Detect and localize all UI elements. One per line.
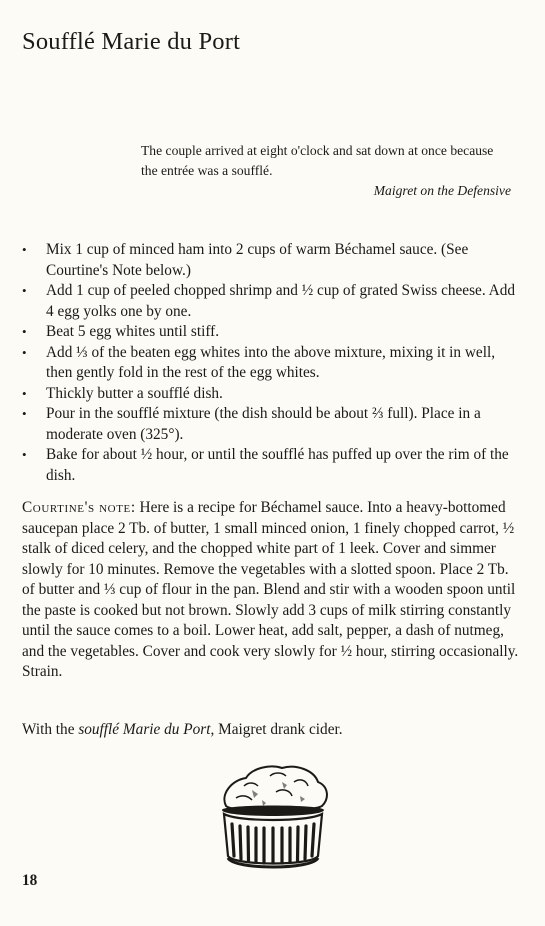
list-item: • Mix 1 cup of minced ham into 2 cups of warm Béchamel sauce. (See Courtine's Note below.) xyxy=(22,240,522,281)
list-item: • Add 1 cup of peeled chopped shrimp and ½ cup of grated Swiss cheese. Add 4 egg yolks one by one. xyxy=(22,281,522,322)
list-item: • Thickly butter a soufflé dish. xyxy=(22,384,522,405)
list-item: • Add ⅓ of the beaten egg whites into the above mixture, mixing it in well, then gently fold in the rest of the egg whites. xyxy=(22,343,522,384)
epigraph-source: Maigret on the Defensive xyxy=(373,183,511,198)
closing-dish: soufflé Marie du Port xyxy=(78,721,211,738)
epigraph-quote: The couple arrived at eight o'clock and sat down at once because the entrée was a soufflé. xyxy=(141,143,494,178)
note-body: Here is a recipe for Béchamel sauce. Into a heavy-bottomed saucepan place 2 Tb. of butter, 1 small minced onion, 1 finely chopped carrot, ½ stalk of diced celery, and the chopped white part of 1 leek. Cover and simmer slowly for 10 minutes. Remove the vegetables with a slotted spoon. Place 2 Tb. of butter and ⅓ cup of flour in the pan. Blend and stir with a wooden spoon until the paste is cooked but not brown. Slowly add 3 cups of milk stirring constantly until the sauce comes to a boil. Lower heat, add salt, pepper, a dash of nutmeg, and the vegetables. Cover and cook very slowly for ½ hour, stirring occasionally. Strain. xyxy=(22,499,519,680)
list-item: • Bake for about ½ hour, or until the soufflé has puffed up over the rim of the dish. xyxy=(22,445,522,486)
recipe-steps xyxy=(22,240,522,486)
closing-line xyxy=(22,720,343,740)
epigraph xyxy=(141,141,513,201)
list-item: • Beat 5 egg whites until stiff. xyxy=(22,322,522,343)
note-lead: Courtine's note: xyxy=(22,499,136,516)
courtine-note xyxy=(22,498,522,683)
souffle-dish-icon xyxy=(212,760,334,872)
closing-before: With the xyxy=(22,721,79,738)
list-item: • Pour in the soufflé mixture (the dish should be about ⅔ full). Place in a moderate oven (325°). xyxy=(22,404,522,445)
page-number: 18 xyxy=(22,872,38,889)
closing-after: , Maigret drank cider. xyxy=(210,721,343,738)
page-title: Soufflé Marie du Port xyxy=(22,28,241,55)
